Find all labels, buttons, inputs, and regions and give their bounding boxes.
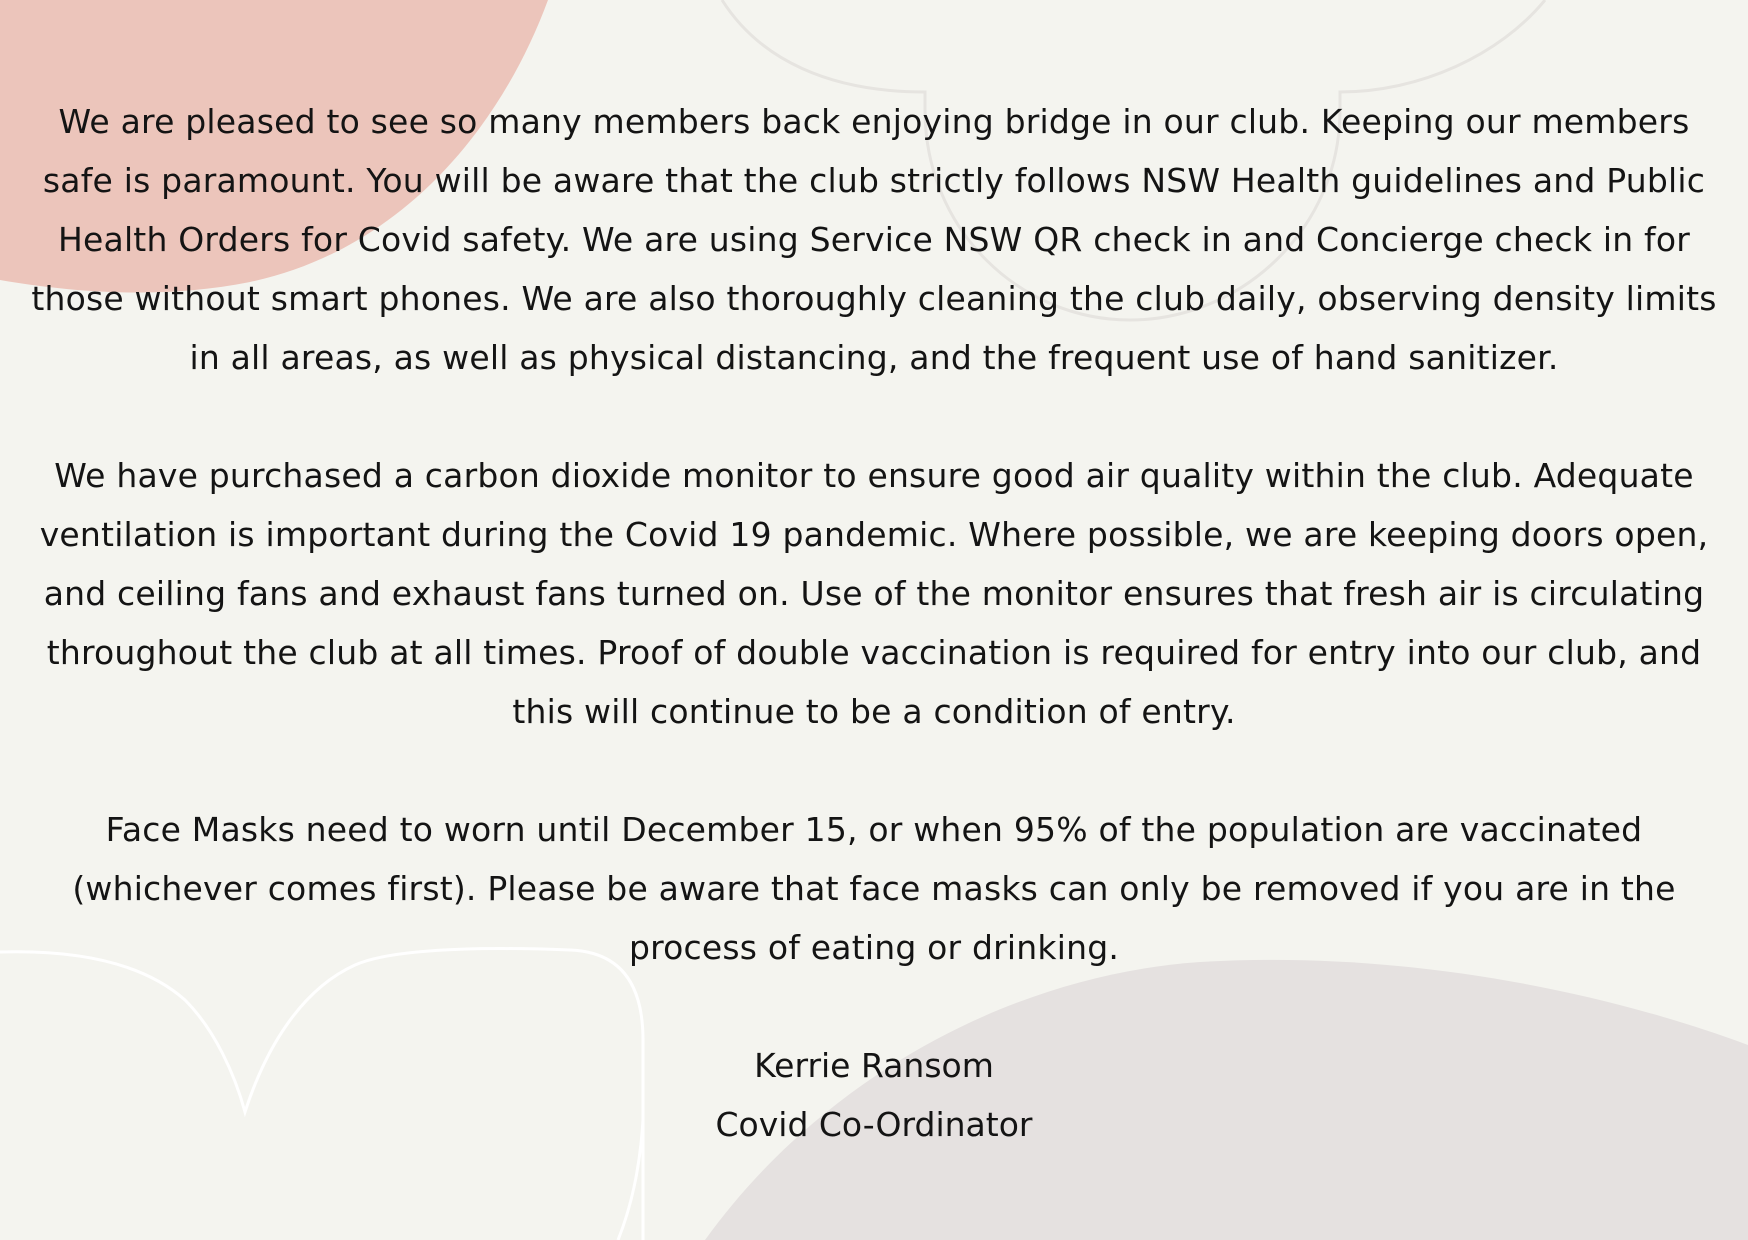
paragraph-ventilation: We have purchased a carbon dioxide monitor to ensure good air quality within the club. Adequate ventilation is important during the Covid 19 pandemic. Where possible, we are keeping doors open, and ceiling fans and exhaust fans turned on. Use of the monitor ensures that fresh air is circulating throughout the club at all times. Proof of double vaccination is required for entry into our club, and this will continue to be a condition of entry.: [39, 456, 1709, 731]
paragraph-covid-safety: We are pleased to see so many members back enjoying bridge in our club. Keeping our members safe is paramount. You will be aware that the club strictly follows NSW Health guidelines and Public Health Orders for Covid safety. We are using Service NSW QR check in and Concierge check in for those without smart phones. We are also thoroughly cleaning the club daily, observing density limits in all areas, as well as physical distancing, and the frequent use of hand sanitizer.: [31, 102, 1717, 377]
signature-role: Covid Co-Ordinator: [715, 1105, 1033, 1144]
paragraph-face-masks: Face Masks need to worn until December 15, or when 95% of the population are vaccinated (whichever comes first). Please be aware that face masks can only be removed if you are in the process of eating or drinking.: [72, 810, 1676, 967]
signature-name: Kerrie Ransom: [754, 1046, 994, 1085]
signature-block: [474, 1036, 1274, 1154]
document-body: [0, 92, 1748, 1154]
